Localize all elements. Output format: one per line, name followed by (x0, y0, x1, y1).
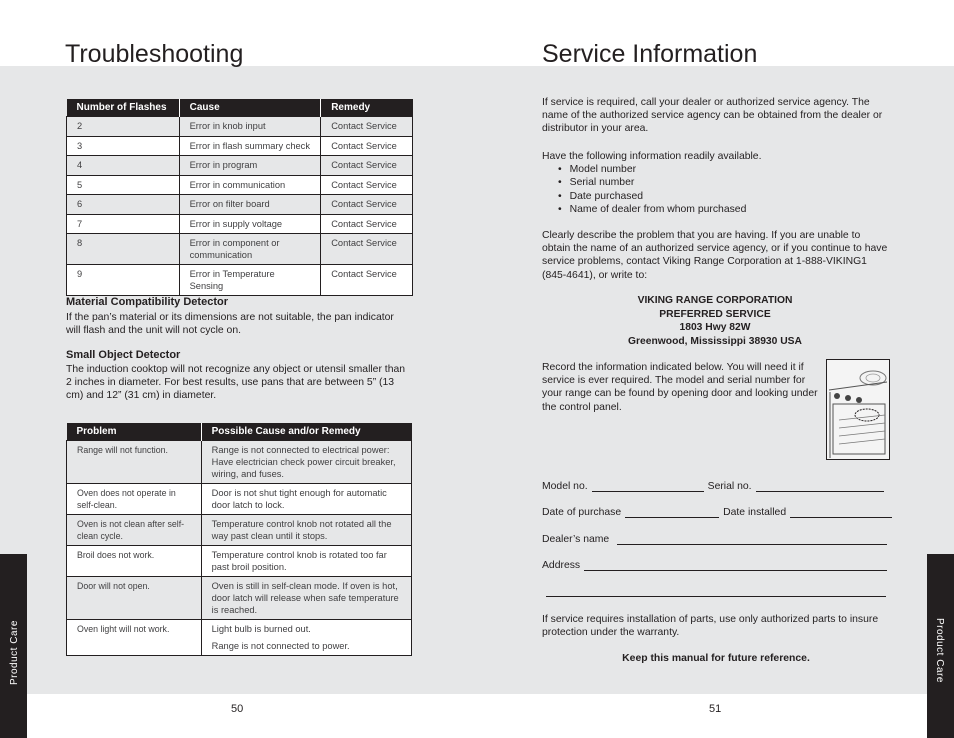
flash-codes-table (66, 99, 413, 296)
model-field[interactable] (592, 482, 704, 492)
dealer-row (542, 534, 891, 545)
table-cell: Temperature control knob not rotated all the way past clean until it stops. (201, 515, 411, 546)
range-drawing-icon (827, 360, 889, 459)
table-cell: Oven does not operate in self-clean. (67, 484, 202, 515)
info-list (542, 163, 890, 216)
table-cell: Oven light will not work. (67, 620, 202, 656)
table-row (67, 484, 412, 515)
right-side-tab (927, 554, 954, 738)
small-object-heading: Small Object Detector (66, 349, 181, 361)
remedy-line: Light bulb is burned out. (211, 624, 311, 634)
list-item: • Model number (542, 163, 890, 176)
column-header: Possible Cause and/or Remedy (201, 423, 411, 441)
table-cell: Error in knob input (179, 117, 321, 137)
address-field[interactable] (584, 561, 887, 571)
table-row (67, 136, 413, 156)
troubleshooting-title: Troubleshooting (65, 40, 244, 68)
serial-field[interactable] (756, 482, 884, 492)
table-cell: Broil does not work. (67, 546, 202, 577)
material-text: If the pan’s material or its dimensions are not suitable, the pan indicator will flash and the unit will not cycle on. (66, 312, 394, 337)
table-cell: Error in flash summary check (179, 136, 321, 156)
column-header: Problem (67, 423, 202, 441)
date-installed-label: Date installed (723, 507, 787, 518)
list-item: • Serial number (542, 176, 890, 189)
serial-label: Serial no. (707, 481, 752, 492)
table-cell: Contact Service (321, 195, 413, 215)
table-row (67, 117, 413, 137)
address-line: 1803 Hwy 82W (679, 322, 751, 333)
table-cell: Contact Service (321, 234, 413, 265)
table-row (67, 515, 412, 546)
right-tab-label: Product Care (934, 618, 945, 683)
table-cell: Door will not open. (67, 577, 202, 620)
remedy-line: Range is not connected to power. (211, 641, 350, 651)
table-cell: Error in program (179, 156, 321, 176)
table-cell: 4 (67, 156, 180, 176)
keep-manual-note: Keep this manual for future reference. (622, 653, 810, 664)
address-line: Greenwood, Mississippi 38930 USA (628, 335, 802, 347)
table-cell: Oven is not clean after self-clean cycle. (67, 515, 202, 546)
problem-table (66, 423, 412, 656)
service-paragraph-1: If service is required, call your dealer or authorized service agency. The name of the authorized service agency can be obtained from the dealer or distributor in your area. (542, 97, 883, 135)
page-number-right: 51 (709, 703, 722, 715)
range-illustration (826, 359, 890, 460)
table-cell: Contact Service (321, 214, 413, 234)
service-info-title: Service Information (542, 40, 758, 68)
column-header: Cause (179, 99, 321, 117)
dealer-field[interactable] (617, 535, 887, 545)
table-row (67, 441, 412, 484)
table-row (67, 265, 413, 296)
service-address (542, 294, 888, 348)
table-cell: Contact Service (321, 175, 413, 195)
table-cell: Range is not connected to electrical power: Have electrician check power circuit breaker, wiring, and fuses. (201, 441, 411, 484)
table-cell: Error in communication (179, 175, 321, 195)
date-purchase-label: Date of purchase (542, 507, 622, 518)
address-row (542, 560, 891, 571)
model-serial-row (542, 481, 888, 492)
table-cell: Contact Service (321, 117, 413, 137)
info-intro: Have the following information readily available. (542, 151, 762, 162)
table-cell: Contact Service (321, 136, 413, 156)
service-paragraph-3: Clearly describe the problem that you are having. If you are unable to obtain the name of an authorized service agency, or if you continue to have service problems, contact Viking Range Corporation at 1-888-VIKING1 (845-4641), or write to: (542, 230, 888, 281)
table-row (67, 156, 413, 176)
table-cell: 5 (67, 175, 180, 195)
address-label: Address (542, 560, 581, 571)
table-cell: 7 (67, 214, 180, 234)
address-line: PREFERRED SERVICE (659, 308, 771, 320)
table-row (67, 546, 412, 577)
column-header: Remedy (321, 99, 413, 117)
model-label: Model no. (542, 481, 588, 492)
address-field-2[interactable] (546, 587, 886, 597)
table-cell: 3 (67, 136, 180, 156)
small-object-text: The induction cooktop will not recognize any object or utensil smaller than 2 inches in diameter. For best results, use pans that are between 5” (13 cm) and 12” (31 cm) in diameter. (66, 364, 406, 402)
table-cell: Temperature control knob is rotated too far past broil position. (201, 546, 411, 577)
table-cell: 9 (67, 265, 180, 296)
table-cell: Error in component or communication (179, 234, 321, 265)
left-tab-label: Product Care (9, 620, 20, 685)
table-row (67, 195, 413, 215)
left-side-tab (0, 554, 27, 738)
table-cell: Range will not function. (67, 441, 202, 484)
table-cell: 2 (67, 117, 180, 137)
table-cell: 6 (67, 195, 180, 215)
table-cell: Door is not shut tight enough for automatic door latch to lock. (201, 484, 411, 515)
service-paragraph-5: If service requires installation of parts, use only authorized parts to insure protection under the warranty. (542, 614, 879, 639)
table-row (67, 175, 413, 195)
table-row (67, 214, 413, 234)
date-purchase-field[interactable] (625, 508, 719, 518)
table-cell: Contact Service (321, 156, 413, 176)
table-cell: Contact Service (321, 265, 413, 296)
date-row (542, 507, 896, 518)
table-row (67, 620, 412, 656)
table-cell: Error in Temperature Sensing (179, 265, 321, 296)
table-row (67, 234, 413, 265)
list-item: • Name of dealer from whom purchased (542, 203, 890, 216)
column-header: Number of Flashes (67, 99, 180, 117)
dealer-label: Dealer’s name (542, 534, 610, 545)
table-row (67, 577, 412, 620)
service-paragraph-4: Record the information indicated below. You will need it if service is ever required. The model and serial number for your range can be found by opening door and looking under the control panel. (542, 362, 818, 413)
date-installed-field[interactable] (790, 508, 892, 518)
table-cell: Error in supply voltage (179, 214, 321, 234)
table-cell: 8 (67, 234, 180, 265)
table-cell: Error on filter board (179, 195, 321, 215)
address-line: VIKING RANGE CORPORATION (637, 295, 793, 306)
page-number-left: 50 (231, 703, 244, 715)
service-paragraph-2 (542, 150, 890, 216)
list-item: • Date purchased (542, 190, 890, 203)
material-heading: Material Compatibility Detector (66, 296, 228, 308)
table-cell (201, 620, 411, 656)
table-cell: Oven is still in self-clean mode. If oven is hot, door latch will release when safe temperature is reached. (201, 577, 411, 620)
address-row-2 (542, 587, 890, 597)
